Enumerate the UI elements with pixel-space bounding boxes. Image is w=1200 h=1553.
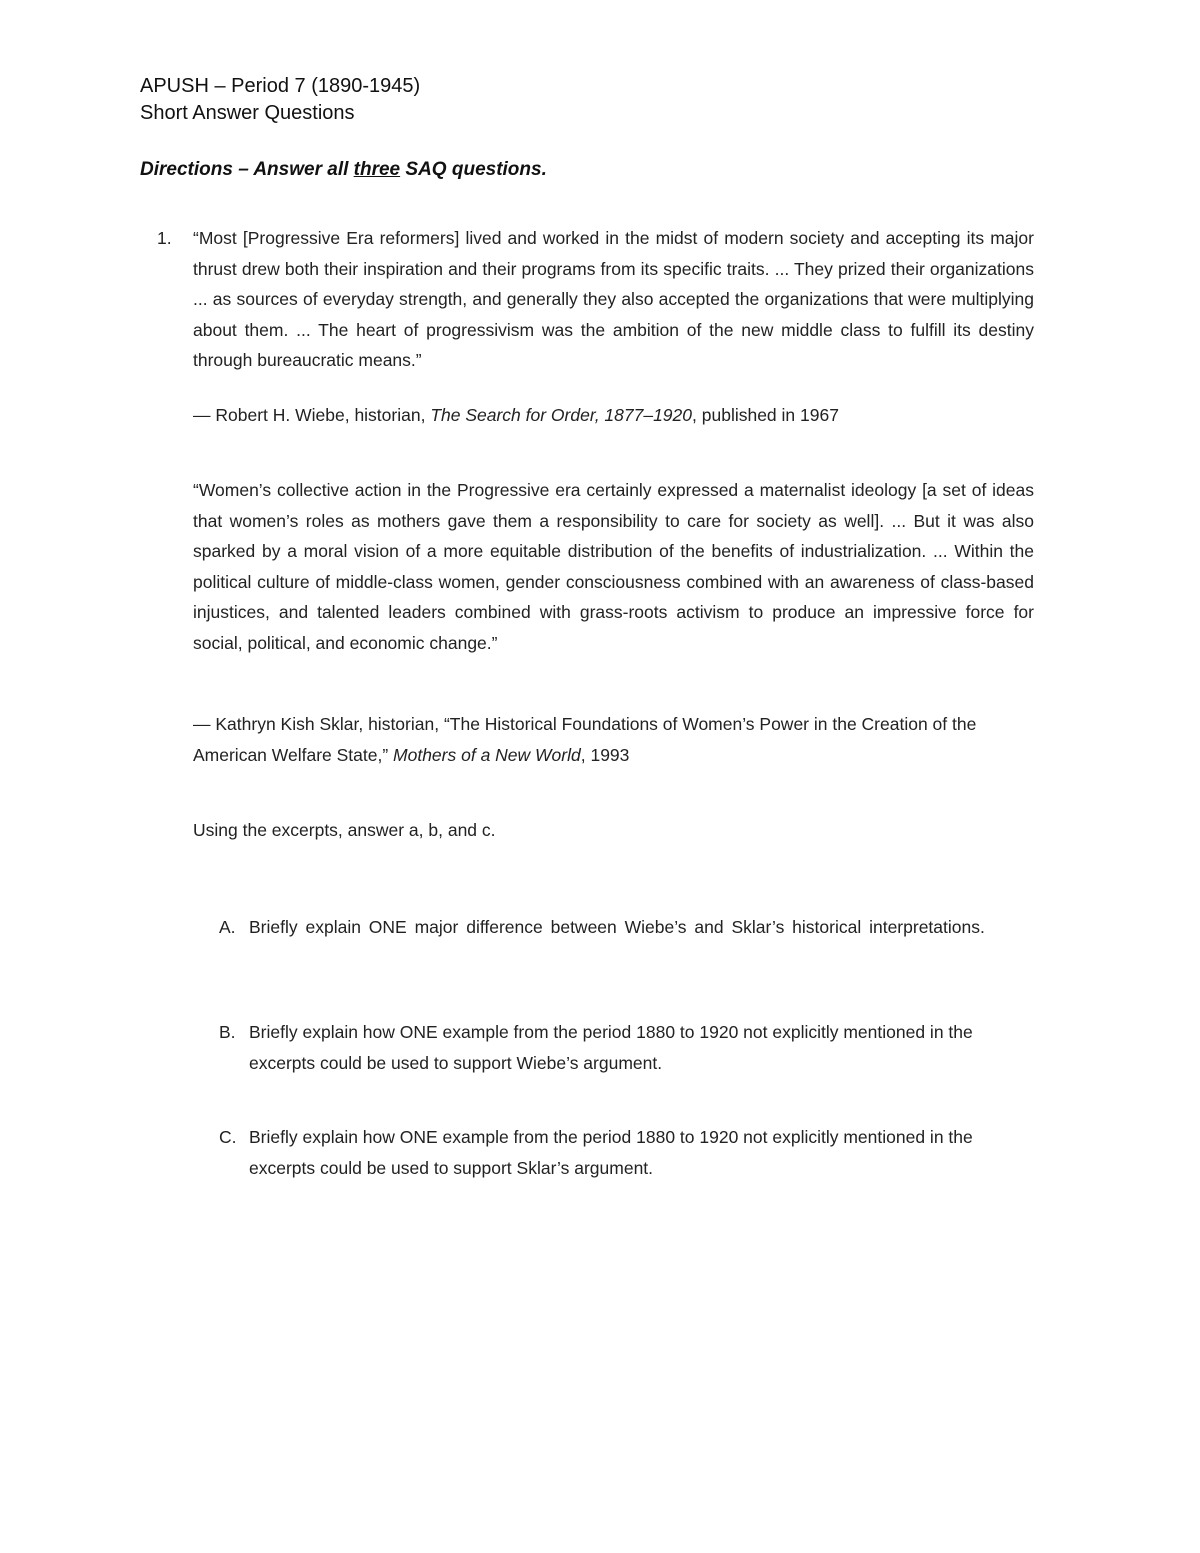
- option-c-letter: C.: [219, 1127, 237, 1147]
- citation-sklar-suffix: , 1993: [580, 744, 630, 765]
- directions: [140, 159, 547, 181]
- citation-wiebe-prefix: — Robert H. Wiebe, historian,: [193, 405, 431, 425]
- excerpt-wiebe: “Most [Progressive Era reformers] lived and worked in the midst of modern society and accepting its major thrust drew both their inspiration and their programs from its specific traits. ... They prized their organizations ... as sources of everyday strength, and generally they also accepted the organizations that were multiplying about them. ... The heart of progressivism was the ambition of the new middle class to fulfill its destiny through bureaucratic means.”: [193, 228, 1034, 370]
- question-instruction: Using the excerpts, answer a, b, and c.: [193, 820, 496, 840]
- citation-wiebe-work: The Search for Order, 1877–1920: [430, 405, 693, 425]
- option-a-letter: A.: [219, 917, 236, 937]
- directions-all: all: [327, 159, 349, 180]
- option-c: [219, 1122, 1034, 1183]
- option-a: [219, 912, 1034, 943]
- directions-prefix: Directions – Answer: [140, 159, 328, 180]
- option-a-text: Briefly explain ONE major difference between Wiebe’s and Sklar’s historical interpretations.: [249, 917, 985, 937]
- question-number: 1.: [157, 228, 172, 248]
- directions-suffix: SAQ questions.: [400, 159, 547, 180]
- option-b-text: Briefly explain how ONE example from the period 1880 to 1920 not explicitly mentioned in the excerpts could be used to support Wiebe’s argument.: [249, 1022, 973, 1073]
- citation-wiebe-suffix: , published in 1967: [692, 405, 839, 425]
- option-b: [219, 1017, 1034, 1078]
- citation-sklar: [193, 709, 1034, 770]
- citation-sklar-work: Mothers of a New World: [393, 744, 581, 765]
- directions-three: three: [353, 159, 401, 180]
- document-title: APUSH – Period 7 (1890-1945): [140, 75, 421, 97]
- option-b-letter: B.: [219, 1022, 236, 1042]
- document-subtitle: Short Answer Questions: [140, 102, 355, 124]
- excerpt-sklar: “Women’s collective action in the Progressive era certainly expressed a maternalist ideology [a set of ideas that women’s roles as mothers gave them a responsibility to care for society as well]. ... But it was also sparked by a moral vision of a more equitable distribution of the benefits of industrialization. ... Within the political culture of middle-class women, gender consciousness combined with an awareness of class-based injustices, and talented leaders combined with grass-roots activism to produce an impressive force for social, political, and economic change.”: [193, 480, 1034, 653]
- citation-sklar-prefix: — Kathryn Kish Sklar, historian, “The Historical Foundations of Women’s Power in the Creation of the American Welfare State,”: [193, 714, 977, 765]
- option-c-text: Briefly explain how ONE example from the period 1880 to 1920 not explicitly mentioned in the excerpts could be used to support Sklar’s argument.: [249, 1127, 973, 1178]
- citation-wiebe: [193, 400, 1034, 431]
